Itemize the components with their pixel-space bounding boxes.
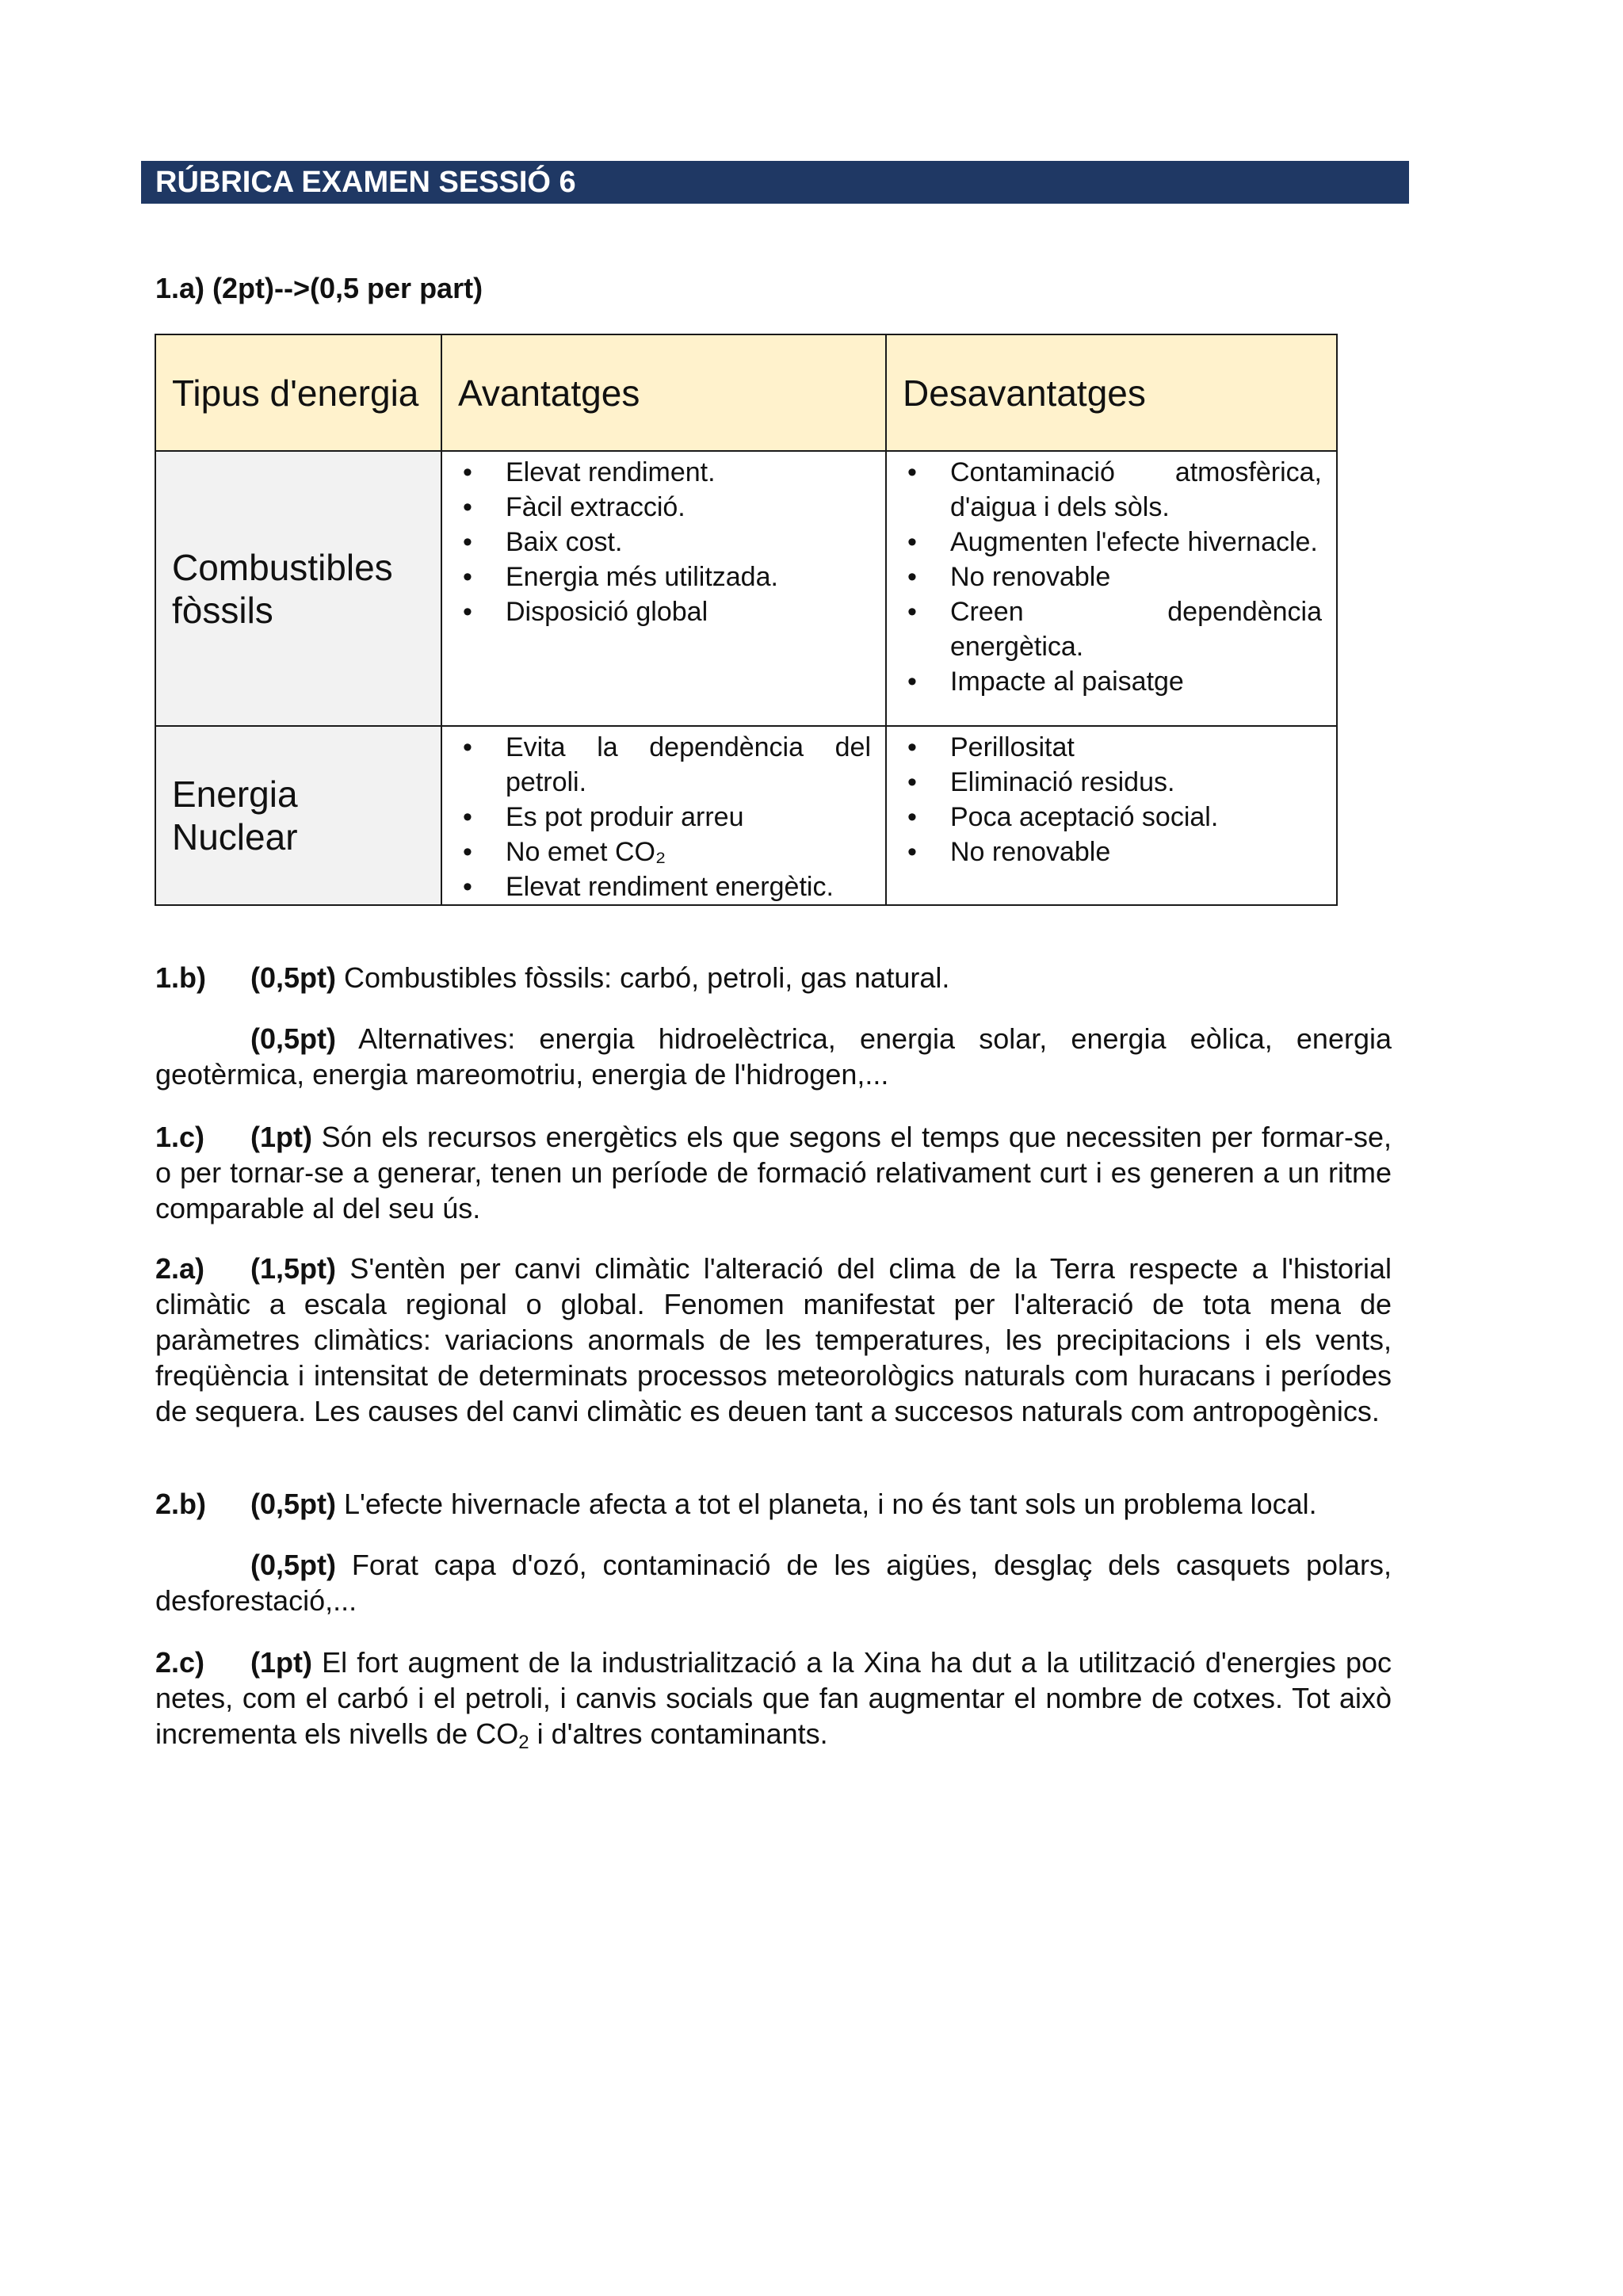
answer-2b-part2 xyxy=(155,1547,1392,1618)
list-item: • No renovable xyxy=(907,562,1111,592)
list-item: • Disposició global xyxy=(463,597,708,627)
energy-type-cell: Combustibles fòssils xyxy=(155,451,441,726)
answer-2c xyxy=(155,1645,1392,1752)
list-item: • Contaminació atmosfèrica, d'aigua i dels sòls. xyxy=(907,457,1322,522)
table-header-row xyxy=(155,334,1337,451)
list-item: • Poca aceptació social. xyxy=(907,802,1219,832)
answer-text: S'entèn per canvi climàtic l'alteració del clima de la Terra respecte a l'historial climàtic a escala regional o global. Fenomen manifestat per l'alteració de tota mena de paràmetres climàtics: variacions anormals de les temperatures, les precipitacions i els vents, freqüència i intensitat de determinats processos meteorològics naturals com huracans i períodes de sequera. Les causes del canvi climàtic es deuen tant a succesos naturals com antropogènics. xyxy=(155,1252,1392,1427)
list-item: • Baix cost. xyxy=(463,527,623,557)
points-label: (0,5pt) xyxy=(250,961,336,994)
list-item: • Fàcil extracció. xyxy=(463,492,685,522)
points-label: (0,5pt) xyxy=(250,1488,336,1520)
list-item: • No renovable xyxy=(907,837,1111,867)
answer-text: i d'altres contaminants. xyxy=(529,1717,828,1750)
answer-label: 1.b) xyxy=(155,961,207,994)
answer-2a xyxy=(155,1251,1392,1429)
list-item: • Energia més utilitzada. xyxy=(463,562,778,592)
table-row-fossil-fuels xyxy=(155,451,1337,726)
list-item: • Elevat rendiment energètic. xyxy=(463,872,834,902)
answer-text: Combustibles fòssils: carbó, petroli, gas natural. xyxy=(336,961,950,994)
list-item: • Es pot produir arreu xyxy=(463,802,744,832)
answer-2b-part1 xyxy=(155,1486,1392,1522)
answer-label: 2.a) xyxy=(155,1252,205,1285)
list-item: • Creen dependència energètica. xyxy=(907,597,1322,662)
energy-type-cell: Energia Nuclear xyxy=(155,726,441,905)
answer-label: 2.b) xyxy=(155,1488,207,1520)
answer-1c xyxy=(155,1119,1392,1226)
advantages-cell xyxy=(441,726,886,905)
answer-text: Alternatives: energia hidroelèctrica, energia solar, energia eòlica, energia geotèrmica, energia mareomotriu, energia de l'hidrogen,... xyxy=(155,1022,1392,1091)
points-label: (0,5pt) xyxy=(250,1022,336,1055)
energy-comparison-table xyxy=(155,334,1338,906)
list-item: • Eliminació residus. xyxy=(907,767,1175,797)
list-item: • Impacte al paisatge xyxy=(907,667,1184,697)
table-row-nuclear-energy xyxy=(155,726,1337,905)
subscript: 2 xyxy=(518,1732,529,1753)
list-item: • No emet CO₂ xyxy=(463,837,666,867)
answer-text: Forat capa d'ozó, contaminació de les aigües, desglaç dels casquets polars, desforestació,... xyxy=(155,1549,1392,1617)
list-item: • Evita la dependència del petroli. xyxy=(463,732,871,797)
answer-label: 2.c) xyxy=(155,1646,205,1679)
header-advantages: Avantatges xyxy=(441,334,886,451)
answer-text: L'efecte hivernacle afecta a tot el planeta, i no és tant sols un problema local. xyxy=(336,1488,1317,1520)
question-1a-label: 1.a) (2pt)-->(0,5 per part) xyxy=(155,272,483,304)
header-energy-type: Tipus d'energia xyxy=(155,334,441,451)
disadvantages-cell xyxy=(886,726,1337,905)
advantages-cell xyxy=(441,451,886,726)
points-label: (1pt) xyxy=(250,1121,312,1153)
points-label: (0,5pt) xyxy=(250,1549,336,1581)
list-item: • Augmenten l'efecte hivernacle. xyxy=(907,527,1318,557)
answer-1b-part2 xyxy=(155,1021,1392,1092)
header-disadvantages: Desavantatges xyxy=(886,334,1337,451)
list-item: • Elevat rendiment. xyxy=(463,457,716,487)
answer-text: Són els recursos energètics els que segons el temps que necessiten per formar-se, o per tornar-se a generar, tenen un període de formació relativament curt i es generen a un ritme comparable al del seu ús. xyxy=(155,1121,1392,1224)
list-item: • Perillositat xyxy=(907,732,1075,762)
answer-label: 1.c) xyxy=(155,1121,205,1153)
answer-text: El fort augment de la industrialització a la Xina ha dut a la utilització d'energies poc netes, com el carbó i el petroli, i canvis socials que fan augmentar el nombre de cotxes. Tot això incrementa els nivells de CO xyxy=(155,1646,1392,1750)
document-title: RÚBRICA EXAMEN SESSIÓ 6 xyxy=(141,161,1409,204)
points-label: (1,5pt) xyxy=(250,1252,336,1285)
points-label: (1pt) xyxy=(250,1646,312,1679)
disadvantages-cell xyxy=(886,451,1337,726)
answer-1b-part1 xyxy=(155,960,1392,995)
